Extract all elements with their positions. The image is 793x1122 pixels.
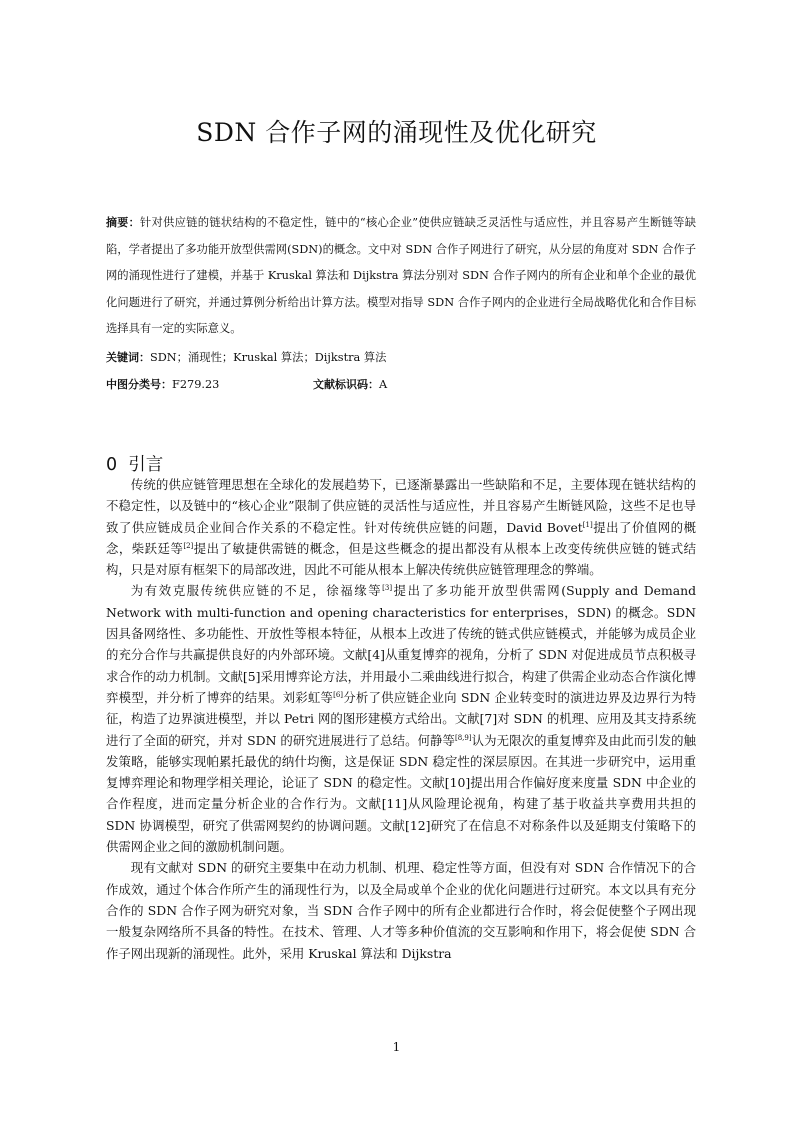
doc-code-label: 文献标识码： bbox=[313, 378, 379, 391]
paragraph-1: 传统的供应链管理思想在全球化的发展趋势下，已逐渐暴露出一些缺陷和不足，主要体现在链状结构的不稳定性，以及链中的“核心企业”限制了供应链的灵活性与适应性，并且容易产生断链风险，这些不足也导致了供应链成员企业间合作关系的不稳定性。针对传统供应链的问题，David Bovet[1]提出了价值网的概念，柴跃廷等[2]提出了敏捷供需链的概念，但是这些概念的提出都没有从根本上改变传统供应链的链式结构，只是对原有框架下的局部改进，因此不可能从根本上解决传统供应链管理理念的弊端。 bbox=[106, 477, 696, 578]
body-text bbox=[106, 474, 696, 964]
keywords bbox=[106, 346, 696, 370]
keywords-label: 关键词： bbox=[106, 351, 150, 364]
paragraph-3: 现有文献对 SDN 的研究主要集中在动力机制、机理、稳定性等方面，但没有对 SDN 合作情况下的合作成效，通过个体合作所产生的涌现性行为，以及全局或单个企业的优化问题进行过研究。本文以具有充分合作的 SDN 合作子网为研究对象，当 SDN 合作子网中的所有企业都进行合作时，将会促使整个子网出现一般复杂网络所不具备的特性。在技术、管理、人才等多种价值流的交互影响和作用下，将会促使 SDN 合作子网出现新的涌现性。此外，采用 Kruskal 算法和 Dijkstra bbox=[106, 860, 696, 961]
doc-code-value: A bbox=[379, 378, 388, 391]
paragraph-2: 为有效克服传统供应链的不足，徐福缘等[3]提出了多功能开放型供需网(Supply and Demand Network with multi-function and opening characteristics for enterprises，SDN) 的概念。SDN 因具备网络性、多功能性、开放性等根本特征，从根本上改进了传统的链式供应链模式，并能够为成员企业的充分合作与共赢提供良好的内外部环境。文献[4]从重复博弈的视角，分析了 SDN 对促进成员节点积极寻求合作的动力机制。文献[5]采用博弈论方法，并用最小二乘曲线进行拟合，构建了供需企业动态合作演化博弈模型，并分析了博弈的结果。刘彩虹等[6]分析了供应链企业向 SDN 企业转变时的演进边界及边界行为特征，构造了边界演进模型，并以 Petri 网的图形建模方式给出。文献[7]对 SDN 的机理、应用及其支持系统进行了全面的研究，并对 SDN 的研究进展进行了总结。何静等[8,9]认为无限次的重复博弈及由此而引发的触发策略，能够实现帕累托最优的纳什均衡，这是保证 SDN 稳定性的深层原因。在其进一步研究中，运用重复博弈理论和物理学相关理论，论证了 SDN 的稳定性。文献[10]提出用合作偏好度来度量 SDN 中企业的合作程度，进而定量分析企业的合作行为。文献[11]从风险理论视角，构建了基于收益共享费用共担的 SDN 协调模型，研究了供需网契约的协调问题。文献[12]研究了在信息不对称条件以及延期支付策略下的供需网企业之间的激励机制问题。 bbox=[106, 583, 697, 855]
section-number: 0 bbox=[106, 455, 118, 475]
clc-label: 中图分类号： bbox=[106, 378, 172, 391]
abstract bbox=[106, 210, 696, 343]
document-code bbox=[313, 373, 387, 397]
keywords-text: SDN；涌现性；Kruskal 算法；Dijkstra 算法 bbox=[150, 351, 387, 364]
citation: [2] bbox=[183, 541, 194, 550]
clc-value: F279.23 bbox=[172, 378, 220, 391]
classification-line bbox=[106, 373, 696, 397]
citation: [3] bbox=[382, 584, 393, 593]
citation: [1] bbox=[582, 520, 593, 529]
abstract-text: 针对供应链的链状结构的不稳定性，链中的“核心企业”使供应链缺乏灵活性与适应性，并且容易产生断链等缺陷，学者提出了多功能开放型供需网(SDN)的概念。文中对 SDN 合作子网进行了研究，从分层的角度对 SDN 合作子网的涌现性进行了建模，并基于 Kruskal 算法和 Dijkstra 算法分别对 SDN 合作子网内的所有企业和单个企业的最优化问题进行了研究，并通过算例分析给出计算方法。模型对指导 SDN 合作子网内的企业进行全局战略优化和合作目标选择具有一定的实际意义。 bbox=[106, 216, 697, 336]
citation: [8,9] bbox=[454, 733, 472, 742]
paper-title: SDN 合作子网的涌现性及优化研究 bbox=[196, 118, 597, 147]
citation: [6] bbox=[333, 690, 344, 699]
page-number: 1 bbox=[392, 1040, 401, 1054]
abstract-label: 摘要： bbox=[106, 216, 140, 229]
section-title: 引言 bbox=[128, 455, 164, 475]
